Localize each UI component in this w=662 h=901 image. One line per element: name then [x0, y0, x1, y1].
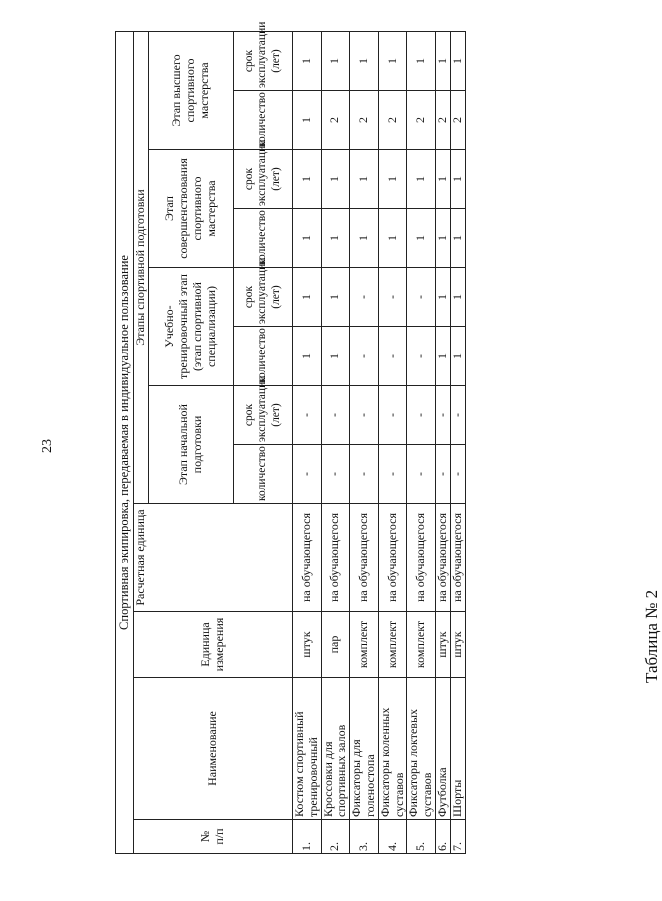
row-value: -: [293, 386, 322, 445]
header-name: Наименование: [134, 678, 293, 820]
row-name: Шорты: [450, 678, 465, 820]
stage-training: Учебно-тренировочный этап (этап спортивной специализации): [149, 268, 234, 386]
row-value: 1: [321, 327, 350, 386]
row-value: 1: [407, 32, 436, 91]
row-value: 1: [321, 209, 350, 268]
header-num: № п/п: [134, 820, 293, 854]
col-quantity: количество: [234, 445, 293, 504]
row-name: Костюм спортивный тренировочный: [293, 678, 322, 820]
row-value: 1: [378, 32, 407, 91]
row-value: -: [321, 445, 350, 504]
row-num: 5.: [407, 820, 436, 854]
row-value: 1: [293, 32, 322, 91]
col-quantity: количество: [234, 91, 293, 150]
table-caption: Таблица № 2: [642, 589, 661, 683]
row-calc: на обучающегося: [293, 504, 322, 612]
row-value: 1: [321, 150, 350, 209]
rotated-table-frame: [115, 21, 465, 854]
row-value: -: [450, 445, 465, 504]
col-term: срок эксплуатации (лет): [234, 386, 293, 445]
row-unit: штук: [450, 612, 465, 678]
table-row: [378, 32, 407, 854]
row-value: 1: [435, 327, 450, 386]
row-num: 6.: [435, 820, 450, 854]
header-unit: Единица измерения: [134, 612, 293, 678]
row-calc: на обучающегося: [450, 504, 465, 612]
row-calc: на обучающегося: [350, 504, 379, 612]
row-value: -: [350, 445, 379, 504]
row-calc: на обучающегося: [435, 504, 450, 612]
row-value: -: [407, 386, 436, 445]
row-num: 2.: [321, 820, 350, 854]
row-value: 1: [450, 150, 465, 209]
row-value: 1: [450, 32, 465, 91]
row-value: 1: [350, 32, 379, 91]
row-value: -: [435, 386, 450, 445]
table-row: [450, 32, 465, 854]
row-value: -: [350, 327, 379, 386]
stage-improvement: Этап совершенствования спортивного мастерства: [149, 150, 234, 268]
row-value: 1: [407, 209, 436, 268]
row-value: 2: [321, 91, 350, 150]
row-value: 2: [407, 91, 436, 150]
col-term: срок эксплуатации (лет): [234, 268, 293, 327]
col-quantity: количество: [234, 327, 293, 386]
row-value: 1: [450, 327, 465, 386]
row-unit: штук: [435, 612, 450, 678]
col-term: срок эксплуатации (лет): [234, 32, 293, 91]
row-unit: комплект: [350, 612, 379, 678]
row-value: 1: [378, 150, 407, 209]
row-num: 1.: [293, 820, 322, 854]
row-unit: комплект: [407, 612, 436, 678]
row-value: 1: [293, 209, 322, 268]
row-value: 1: [350, 209, 379, 268]
row-unit: штук: [293, 612, 322, 678]
row-unit: пар: [321, 612, 350, 678]
row-value: -: [407, 327, 436, 386]
row-value: 1: [407, 150, 436, 209]
row-num: 4.: [378, 820, 407, 854]
row-name: Футболка: [435, 678, 450, 820]
row-calc: на обучающегося: [321, 504, 350, 612]
header-stages: Этапы спортивной подготовки: [134, 32, 149, 504]
row-value: 1: [435, 209, 450, 268]
row-num: 3.: [350, 820, 379, 854]
row-name: Фиксаторы локтевых суставов: [407, 678, 436, 820]
row-value: -: [435, 445, 450, 504]
row-value: -: [321, 386, 350, 445]
row-value: -: [378, 327, 407, 386]
row-value: 1: [293, 91, 322, 150]
row-value: 1: [435, 32, 450, 91]
row-value: 1: [450, 268, 465, 327]
row-value: 1: [350, 150, 379, 209]
table-row: [350, 32, 379, 854]
row-value: 1: [435, 268, 450, 327]
row-calc: на обучающегося: [378, 504, 407, 612]
row-value: 1: [435, 150, 450, 209]
row-value: -: [378, 445, 407, 504]
row-value: 1: [378, 209, 407, 268]
row-name: Фиксаторы для голеностопа: [350, 678, 379, 820]
row-value: 1: [450, 209, 465, 268]
table-row: [407, 32, 436, 854]
col-quantity: количество: [234, 209, 293, 268]
table-row: [321, 32, 350, 854]
row-value: 1: [321, 32, 350, 91]
row-value: 2: [450, 91, 465, 150]
equipment-table: [115, 21, 466, 854]
row-value: 1: [293, 150, 322, 209]
row-value: -: [407, 268, 436, 327]
row-name: Фиксаторы коленных суставов: [378, 678, 407, 820]
row-value: -: [407, 445, 436, 504]
row-calc: на обучающегося: [407, 504, 436, 612]
row-value: -: [293, 445, 322, 504]
stage-initial: Этап начальной подготовки: [149, 386, 234, 504]
col-term: срок эксплуатации (лет): [234, 150, 293, 209]
row-value: 1: [321, 268, 350, 327]
row-value: -: [350, 268, 379, 327]
row-value: -: [450, 386, 465, 445]
row-value: 1: [293, 327, 322, 386]
row-value: 2: [378, 91, 407, 150]
row-num: 7.: [450, 820, 465, 854]
row-value: -: [378, 386, 407, 445]
header-calc-unit: Расчетная единица: [134, 504, 293, 612]
row-name: Кроссовки для спортивных залов: [321, 678, 350, 820]
row-value: 2: [435, 91, 450, 150]
table-title: Спортивная экипировка, передаваемая в индивидуальное пользование: [116, 32, 134, 854]
row-unit: комплект: [378, 612, 407, 678]
row-value: 2: [350, 91, 379, 150]
page-number: 23: [40, 439, 55, 453]
stage-highest: Этап высшего спортивного мастерства: [149, 32, 234, 150]
row-value: -: [350, 386, 379, 445]
table-row: [293, 32, 322, 854]
row-value: 1: [293, 268, 322, 327]
row-value: -: [378, 268, 407, 327]
table-row: [435, 32, 450, 854]
